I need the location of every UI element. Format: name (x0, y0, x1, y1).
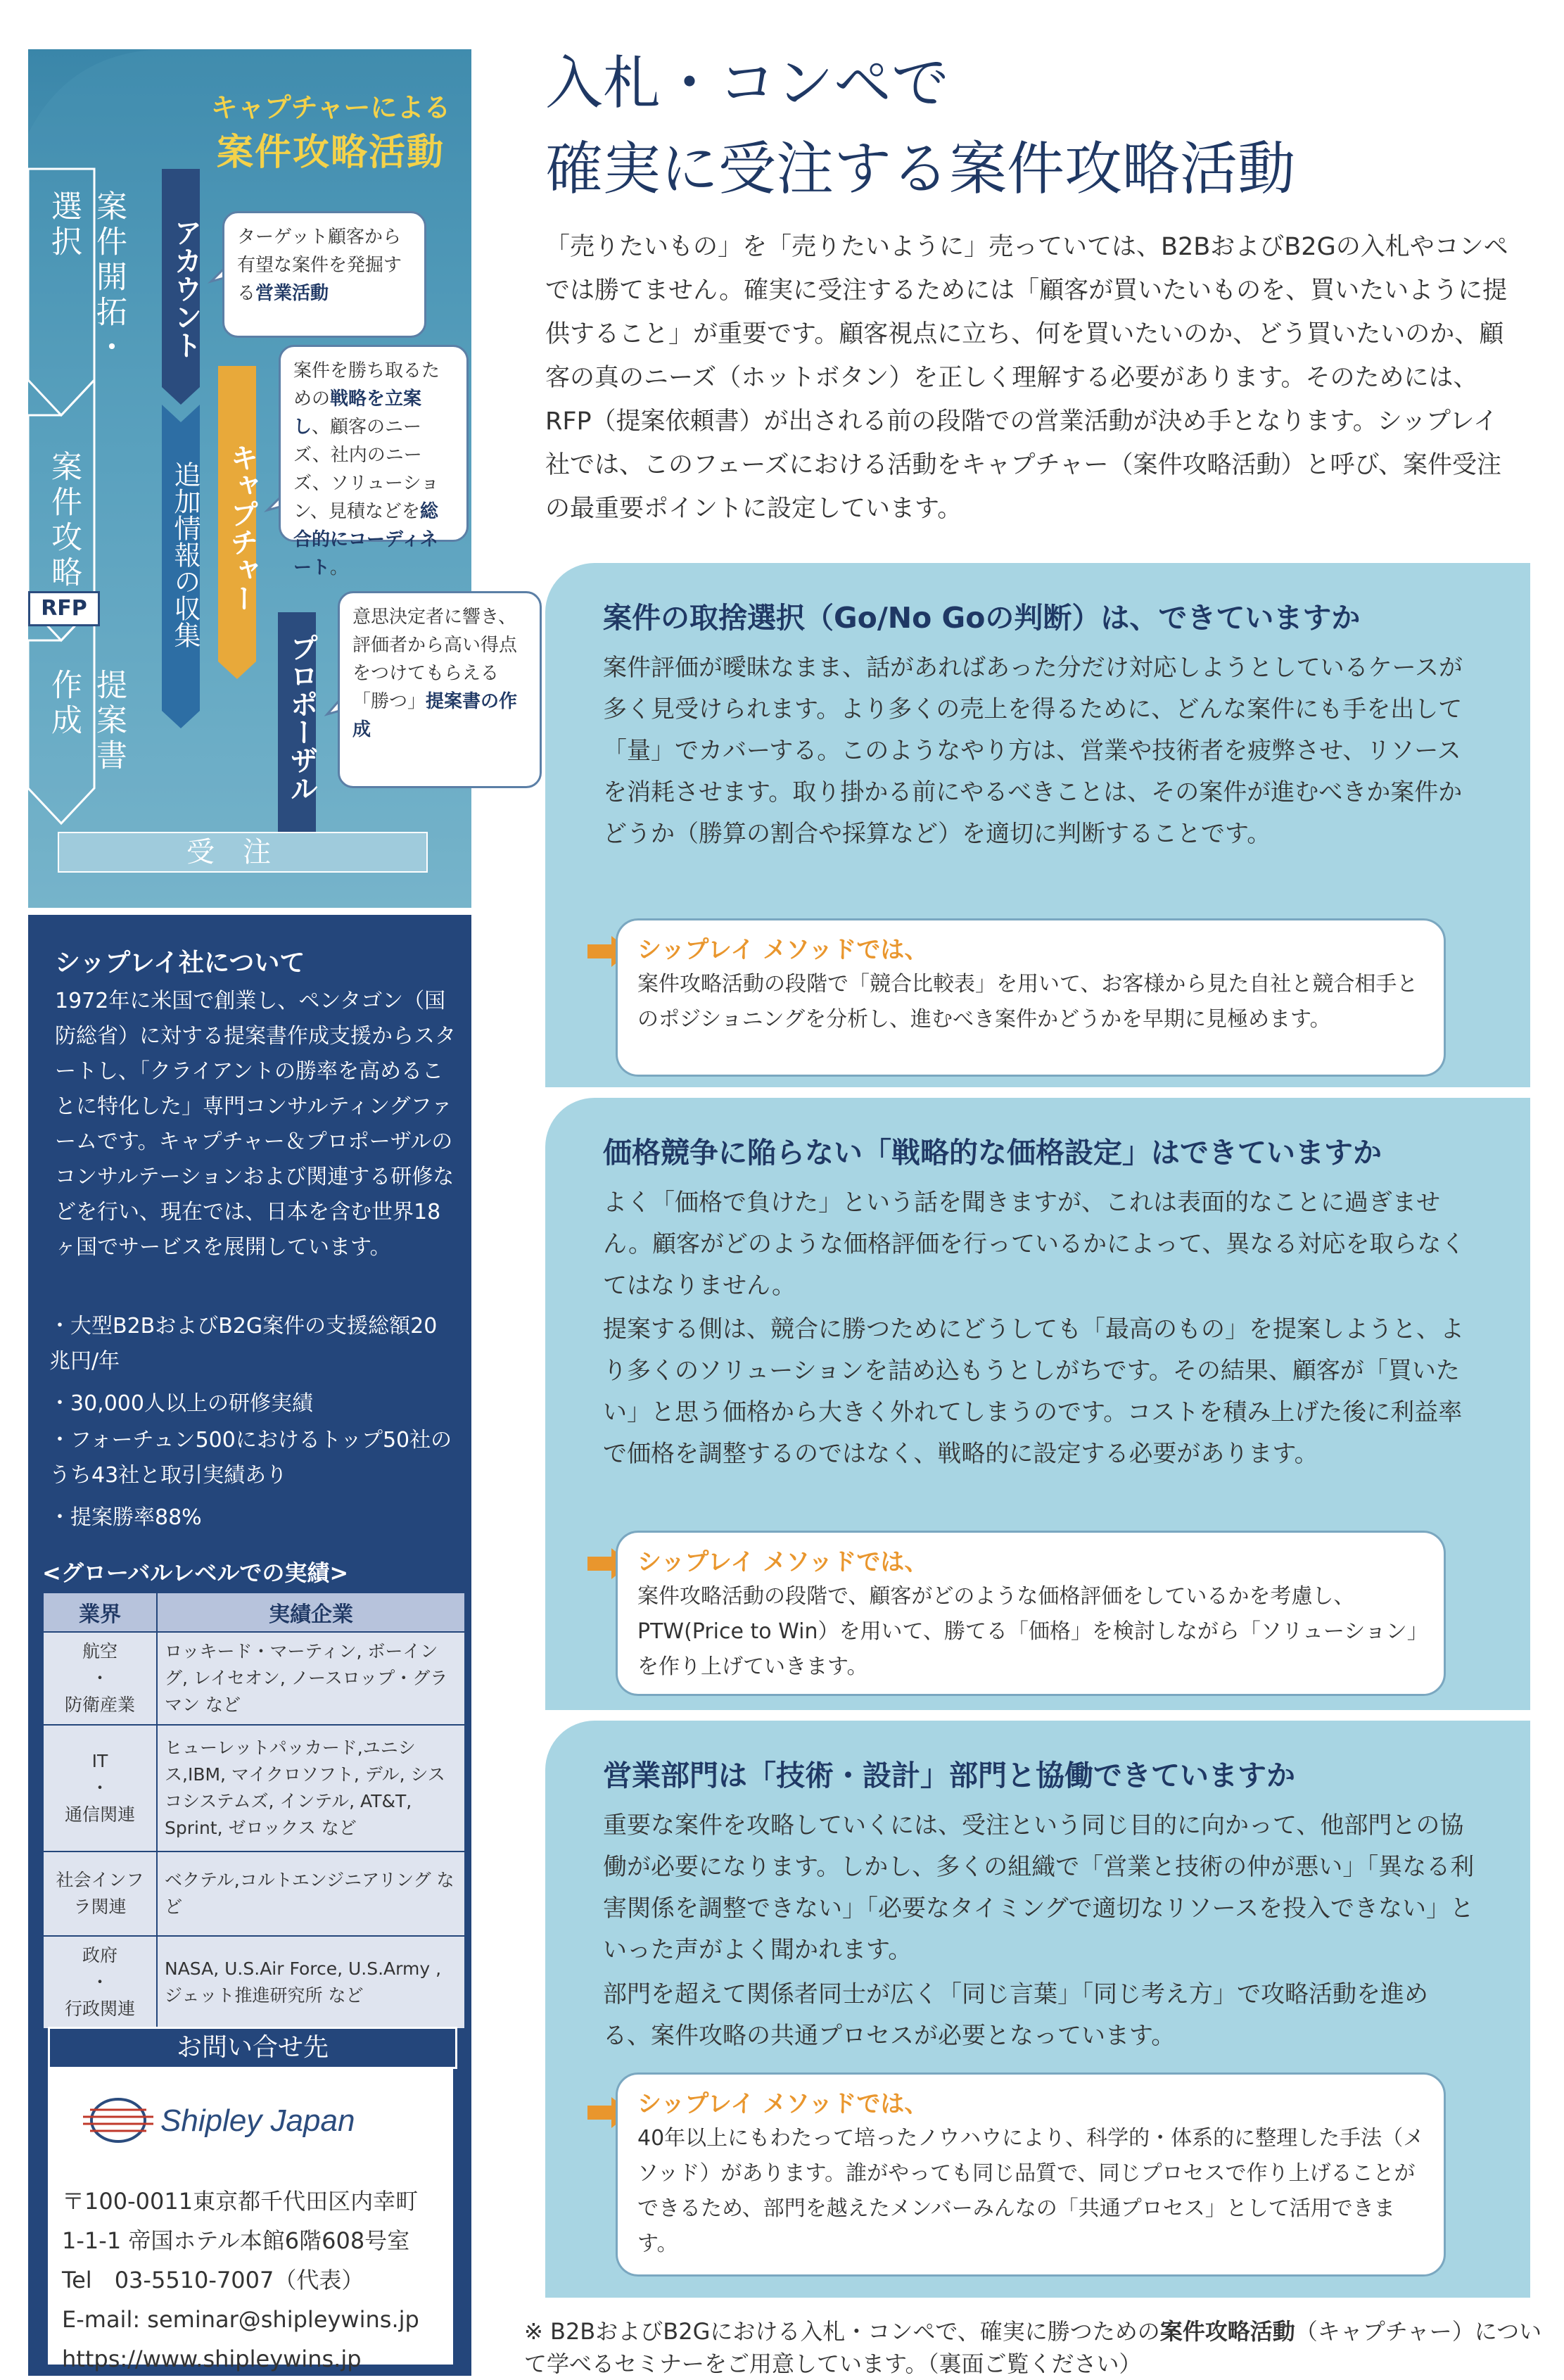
companies-cell: ヒューレットパッカード,ユニシス,IBM, マイクロソフト, デル, シスコシステムズ, インテル, AT&T, Sprint, ゼロックス など (157, 1725, 465, 1852)
method-title: シップレイ メソッドでは、 (637, 1548, 929, 1576)
card-go-no-go (545, 563, 1530, 1087)
bar-account-label: アカウント (170, 218, 202, 359)
phase-discovery: 案件開拓・選択 (46, 190, 127, 366)
card-body: 重要な案件を攻略していくには、受注という同じ目的に向かって、他部門との協働が必要になります。しかし、多くの組織で「営業と技術の仲が悪い」「異なる利害関係を調整できない」「必要なタイミングで適切なリソースを投入できない」といった声がよく聞かれます。 (603, 1811, 1475, 1964)
method-title: シップレイ メソッドでは、 (637, 936, 929, 964)
col-companies-header: 実績企業 (157, 1593, 465, 1632)
card-body: 部門を超えて関係者同士が広く「同じ言葉」「同じ考え方」で攻略活動を進める、案件攻略の共通プロセスが必要となっています。 (603, 1980, 1428, 2050)
table-row (43, 1936, 465, 2029)
shipley-logo-icon (76, 2089, 371, 2152)
bubble-account: ターゲット顧客から有望な案件を発掘する営業活動 (222, 211, 426, 338)
about-bullet: ・30,000人以上の研修実績 (49, 1391, 313, 1416)
diagram-header-line2: 案件攻略活動 (216, 132, 445, 174)
method-body: 案件攻略活動の段階で「競合比較表」を用いて、お客様から見た自社と競合相手とのポジショニングを分析し、進むべき案件かどうかを早期に見極めます。 (637, 972, 1418, 1032)
card-collaboration (545, 1721, 1530, 2298)
col-industry-header: 業界 (43, 1593, 157, 1632)
tel-line: Tel 03-5510-7007（代表） (62, 2267, 364, 2293)
about-bullet: ・提案勝率88% (49, 1505, 202, 1530)
title-line1: 入札・コンペで (545, 50, 950, 117)
card-body: よく「価格で負けた」という話を聞きますが、これは表面的なことに過ぎません。顧客がどのような価格評価を行っているかによって、異なる対応を取らなくてはなりません。 (603, 1189, 1466, 1300)
order-received-label: 受注 (58, 832, 428, 873)
page-title (545, 41, 1295, 213)
industry-cell: 社会インフラ関連 (43, 1852, 157, 1936)
intro-text: 「売りたいもの」を「売りたいように」売っていては、B2BおよびB2Gの入札やコンペでは勝てません。確実に受注するためには「顧客が買いたいものを、買いたいように提供すること」が重要です。顧客視点に立ち、何を買いたいのか、どう買いたいのか、顧客の真のニーズ（ホットボタン）を正しく理解する必要があります。そのためには、RFP（提案依頼書）が出される前の段階での営業活動が決め手となります。シップレイ社では、このフェーズにおける活動をキャプチャー（案件攻略活動）と呼び、案件受注の最重要ポイントに設定しています。 (545, 233, 1508, 523)
footnote: ※ B2BおよびB2Gにおける入札・コンペで、確実に勝つための案件攻略活動（キャプチャー）について学べるセミナーをご用意しています。（裏面ご覧ください） (524, 2318, 1542, 2377)
card-body: 案件評価が曖昧なまま、話があればあった分だけ対応しようとしているケースが多く見受けられます。より多くの売上を得るために、どんな案件にも手を出して「量」でカバーする。このようなやり方は、営業や技術者を疲弊させ、リソースを消耗させます。取り掛かる前にやるべきことは、その案件が進むべきか案件かどうか（勝算の割合や採算など）を適切に判断することです。 (603, 654, 1463, 848)
method-box (616, 918, 1446, 1077)
about-bullet: ・フォーチュン500におけるトップ50社のうち43社と取引実績あり (49, 1428, 452, 1488)
bubble-proposal: 意思決定者に響き、評価者から高い得点をつけてもらえる「勝つ」提案書の作成 (338, 591, 542, 788)
title-line2: 確実に受注する案件攻略活動 (545, 136, 1296, 203)
table-row (43, 1852, 465, 1936)
method-body: 40年以上にもわたって培ったノウハウにより、科学的・体系的に整理した手法（メソッド）があります。誰がやっても同じ品質で、同じプロセスで作り上げることができるため、部門を越えたメンバーみんなの「共通プロセス」として活用できます。 (637, 2126, 1425, 2256)
address-line2: 1-1-1 帝国ホテル本館6階608号室 (62, 2227, 410, 2254)
about-panel (28, 915, 471, 2376)
email-link[interactable]: E-mail: seminar@shipleywins.jp (62, 2306, 419, 2333)
phase-proposal: 提案書作成 (46, 669, 127, 774)
about-bullet: ・大型B2BおよびB2G案件の支援総額20兆円/年 (49, 1314, 438, 1374)
about-body: 1972年に米国で創業し、ペンタゴン（国防総省）に対する提案書作成支援からスタートし、「クライアントの勝率を高めることに特化した」専門コンサルティングファームです。キャプチャー＆プロポーザルのコンサルテーションおよび関連する研修などを行い、現在では、日本を含む世界18ヶ国でサービスを展開しています。 (55, 989, 456, 1260)
companies-cell: ベクテル,コルトエンジニアリング など (157, 1852, 465, 1936)
card-heading: 価格競争に陥らない「戦略的な価格設定」はできていますか (603, 1136, 1382, 1170)
global-record-table (42, 1592, 466, 2030)
method-box (616, 1531, 1446, 1696)
bar-info-gathering-label: 追加情報の収集 (170, 461, 201, 648)
capture-diagram (28, 49, 518, 908)
bar-capture-label: キャプチャー (226, 443, 258, 612)
industry-cell: IT ・ 通信関連 (43, 1725, 157, 1852)
phase-capture: 案件攻略 (46, 450, 82, 591)
diagram-header-line1: キャプチャーによる (210, 92, 451, 123)
contact-box (48, 2069, 453, 2372)
method-box (616, 2072, 1446, 2277)
card-body: 提案する側は、競合に勝つためにどうしても「最高のもの」を提案しようと、より多くのソリューションを詰め込もうとしがちです。その結果、顧客が「買いたい」と思う価格から大きく外れてしまうのです。コストを積み上げた後に利益率で価格を調整するのではなく、戦略的に設定する必要があります。 (603, 1315, 1464, 1468)
about-title: シップレイ社について (55, 949, 305, 977)
rfp-label: RFP (28, 591, 100, 626)
logo-text: Shipley Japan (160, 2103, 355, 2138)
companies-cell: ロッキード・マーティン, ボーイング, レイセオン, ノースロップ・グラマン など (157, 1632, 465, 1725)
table-row (43, 1725, 465, 1852)
industry-cell: 政府 ・ 行政関連 (43, 1936, 157, 2029)
method-title: シップレイ メソッドでは、 (637, 2090, 929, 2118)
industry-cell: 航空 ・ 防衛産業 (43, 1632, 157, 1725)
contact-lines (62, 2182, 419, 2379)
companies-cell: NASA, U.S.Air Force, U.S.Army , ジェット推進研究所 など (157, 1936, 465, 2029)
table-row (43, 1632, 465, 1725)
contact-title: お問い合せ先 (48, 2027, 457, 2069)
card-pricing (545, 1098, 1530, 1710)
website-link[interactable]: https://www.shipleywins.jp (62, 2346, 362, 2372)
bar-proposal-label: プロポーザル (286, 633, 318, 802)
card-heading: 営業部門は「技術・設計」部門と協働できていますか (603, 1759, 1295, 1792)
address-line1: 〒100-0011東京都千代田区内幸町 (62, 2188, 419, 2215)
bubble-capture: 案件を勝ち取るための戦略を立案し、顧客のニーズ、社内のニーズ、ソリューション、見積などを総合的にコーディネート。 (279, 345, 469, 542)
card-heading: 案件の取捨選択（Go/No Goの判断）は、できていますか (603, 601, 1361, 635)
method-body: 案件攻略活動の段階で、顧客がどのような価格評価をしているかを考慮し、PTW(Price to Win）を用いて、勝てる「価格」を検討しながら「ソリューション」を作り上げていきます。 (637, 1584, 1418, 1679)
global-title: <グローバルレベルでの実績> (42, 1559, 349, 1586)
